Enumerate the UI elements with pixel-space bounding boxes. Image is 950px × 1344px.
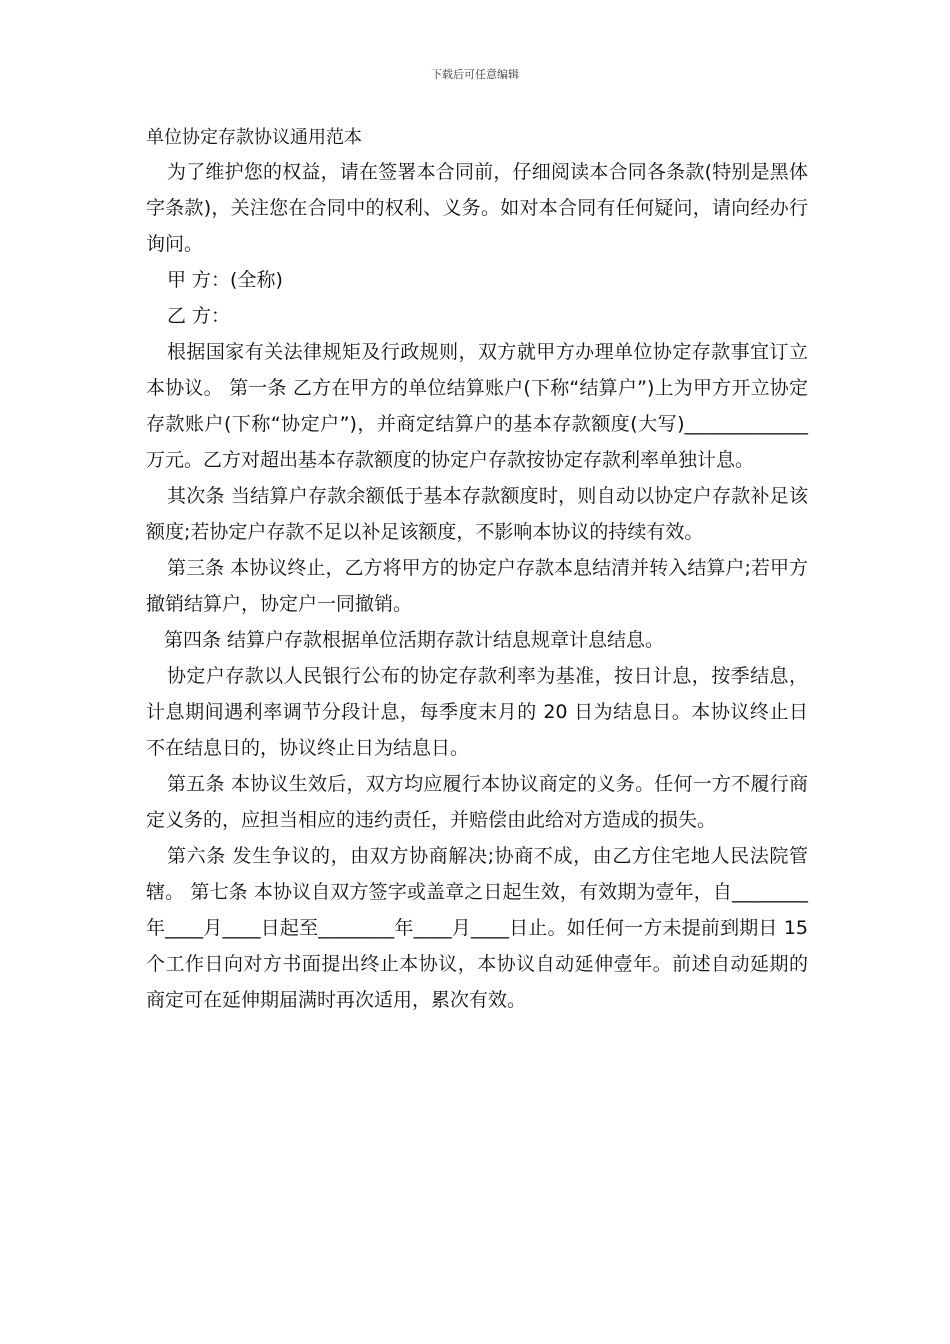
document-title: 单位协定存款协议通用范本 [146,127,362,148]
paragraph-intro: 为了维护您的权益，请在签署本合同前，仔细阅读本合同各条款(特别是黑体字条款)，关注您在合同中的权利、义务。如对本合同有任何疑问，请向经办行询问。 [146,161,808,255]
paragraph-article-6-7: 第六条 发生争议的，由双方协商解决;协商不成，由乙方住宅地人民法院管辖。 第七条 本协议自双方签字或盖章之日起生效，有效期为壹年，自________年____月____日起至________年____月____日止。如任何一方未提前到期日 15 个工作日向对方书面提出终止本协议，本协议自动延伸壹年。前述自动延期的商定可在延伸期届满时再次适用，累次有效。 [146,845,808,1011]
paragraph-article-4: 第四条 结算户存款根据单位活期存款计结息规章计息结息。 [164,629,665,651]
paragraph-interest: 协定户存款以人民银行公布的协定存款利率为基准，按日计息，按季结息，计息期间遇利率调节分段计息，每季度末月的 20 日为结息日。本协议终止日不在结息日的，协议终止日为结息日。 [146,665,808,759]
paragraph-article-5: 第五条 本协议生效后，双方均应履行本协议商定的义务。任何一方不履行商定义务的，应担当相应的违约责任，并赔偿由此给对方造成的损失。 [146,773,808,831]
paragraph-article-3: 第三条 本协议终止，乙方将甲方的协定户存款本息结清并转入结算户;若甲方撤销结算户，协定户一同撤销。 [146,557,808,615]
paragraph-article-1: 根据国家有关法律规矩及行政规则，双方就甲方办理单位协定存款事宜订立本协议。 第一条 乙方在甲方的单位结算账户(下称“结算户”)上为甲方开立协定存款账户(下称“协定户”)，并商定结算户的基本存款额度(大写)_____________万元。乙方对超出基本存款额度的协定户存款按协定存款利率单独计息。 [146,341,808,471]
page-header: 下载后可任意编辑 [431,68,519,81]
paragraph-party-b: 乙 方： [167,305,231,327]
document-body [146,154,808,1018]
paragraph-article-2: 其次条 当结算户存款余额低于基本存款额度时，则自动以协定户存款补足该额度;若协定户存款不足以补足该额度，不影响本协议的持续有效。 [146,485,808,543]
paragraph-party-a: 甲 方：(全称) [167,269,283,291]
